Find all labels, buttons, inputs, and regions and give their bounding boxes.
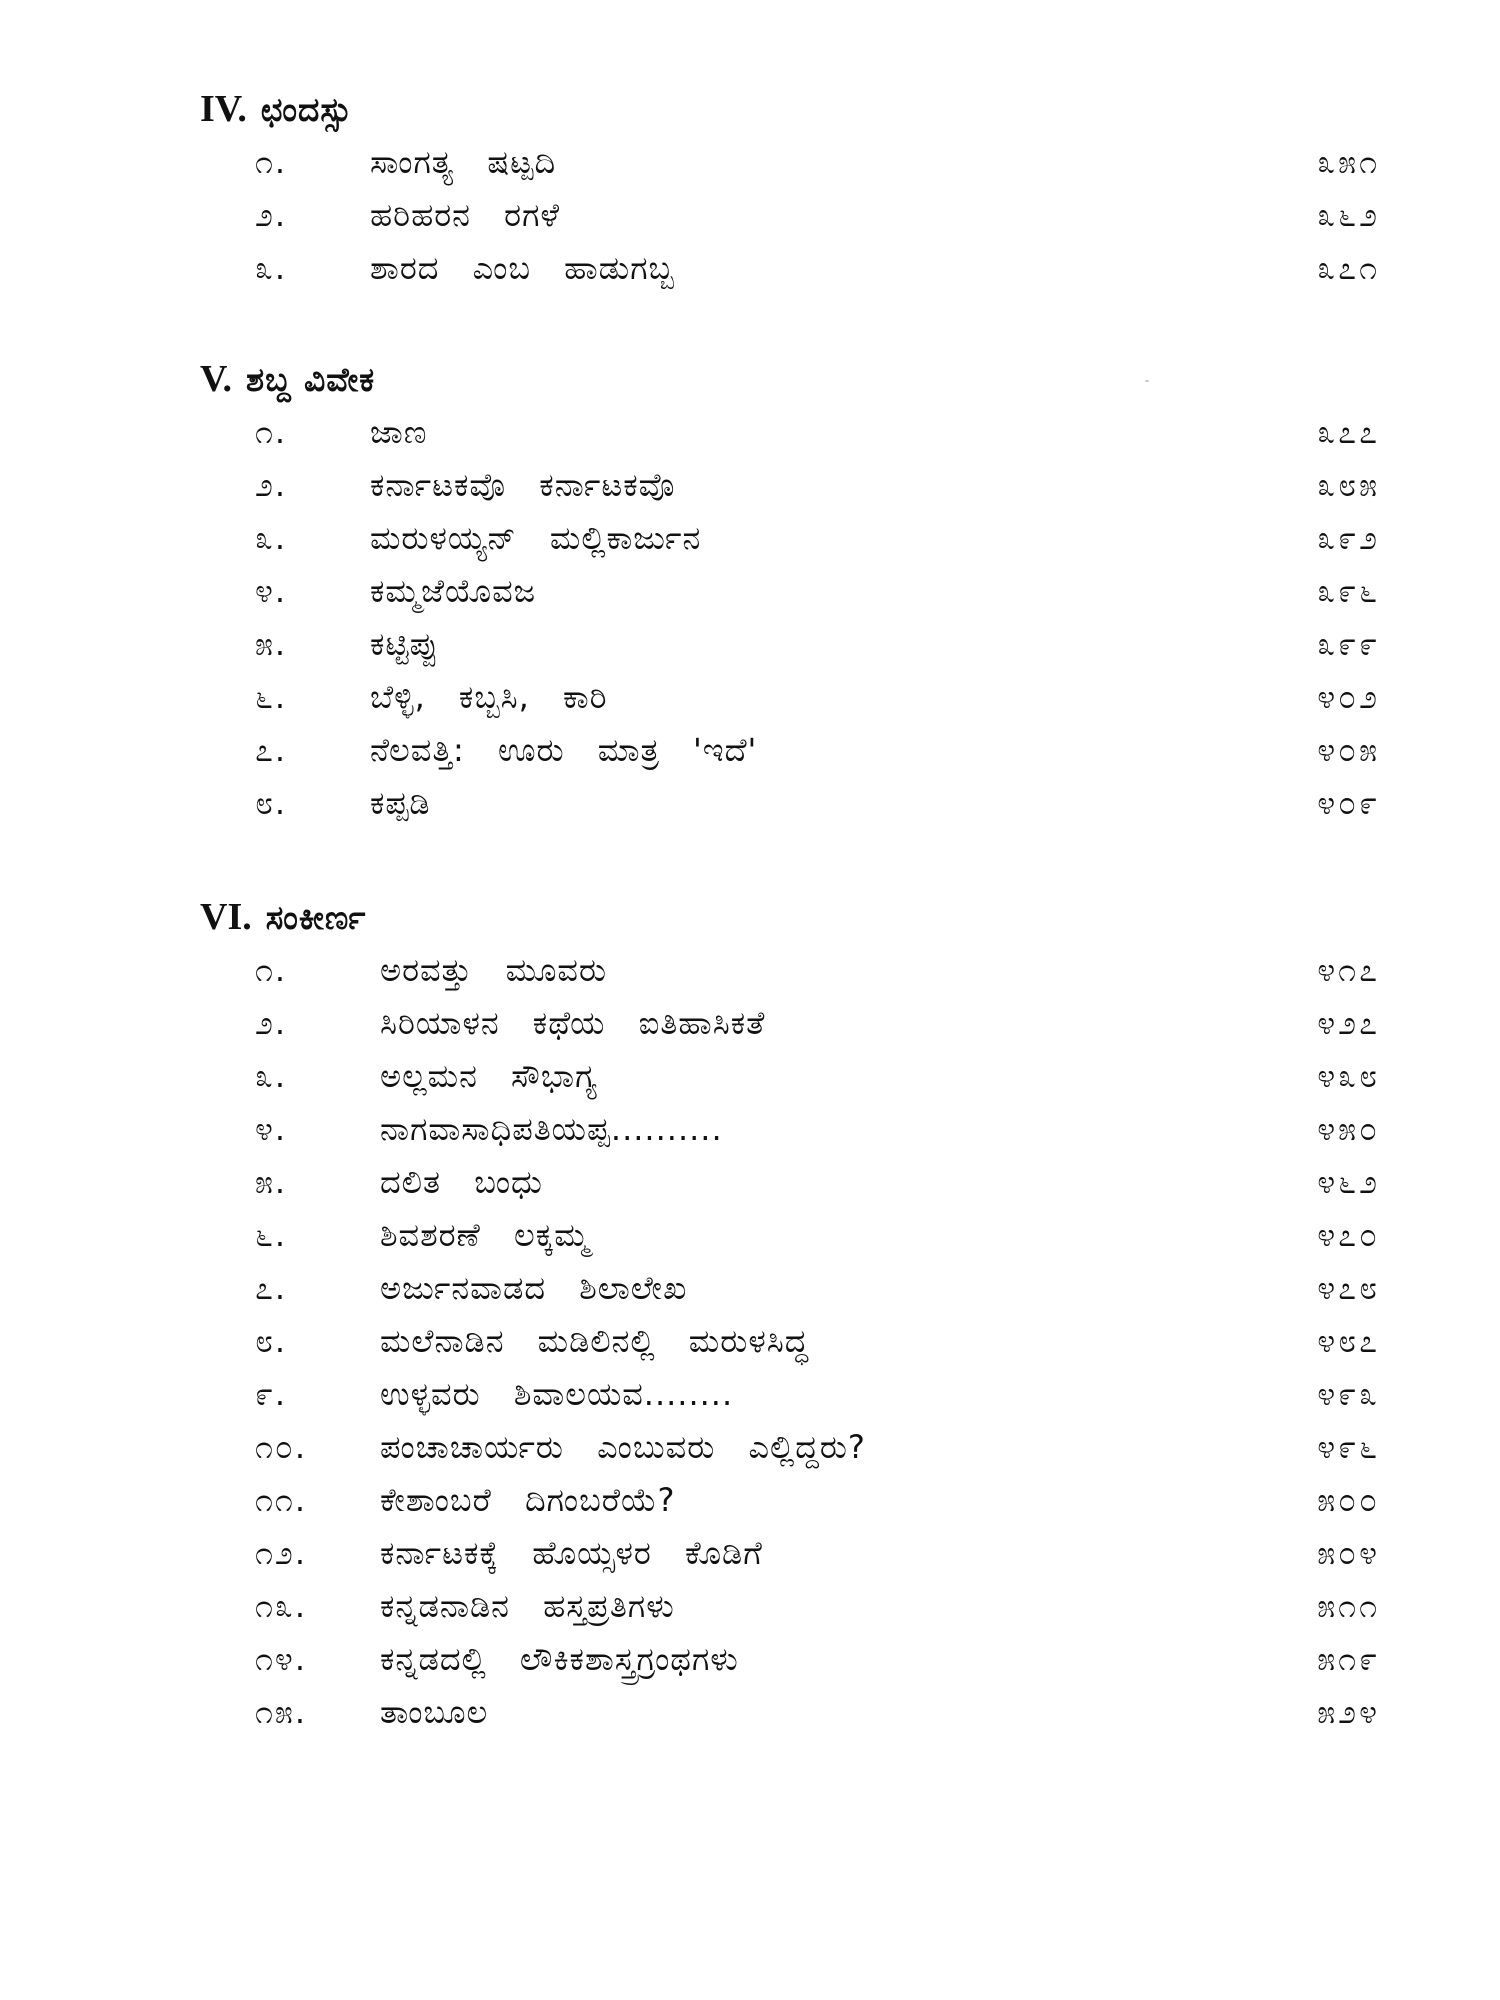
toc-entry[interactable] — [200, 1103, 1380, 1156]
entry-title: ಕಪ್ಪಡಿ — [370, 784, 431, 822]
toc-entry[interactable] — [200, 136, 1380, 189]
entry-title: ಕಟ್ಟಿಪ್ಪು — [370, 625, 440, 663]
section-sankeerna — [200, 890, 1380, 1739]
entry-number: ೬. — [255, 678, 288, 716]
entry-number: ೬. — [255, 1216, 288, 1254]
entry-title: ಮಲೆನಾಡಿನ ಮಡಿಲಿನಲ್ಲಿ ಮರುಳಸಿದ್ಧ — [380, 1322, 809, 1360]
entry-page-number: ೩೯೬ — [1317, 572, 1380, 610]
entry-number: ೧. — [255, 413, 288, 451]
entry-title: ದಲಿತ ಬಂಧು — [380, 1163, 543, 1201]
entry-page-number: ೪೦೫ — [1317, 731, 1380, 769]
toc-entry[interactable] — [200, 1050, 1380, 1103]
entry-number: ೧೦. — [255, 1428, 308, 1466]
entry-title: ಅರ್ಜುನವಾಡದ ಶಿಲಾಲೇಖ — [380, 1269, 688, 1307]
toc-entry[interactable] — [200, 242, 1380, 295]
entry-page-number: ೪೫೦ — [1317, 1110, 1380, 1148]
entry-page-number: ೩೮೫ — [1317, 466, 1380, 504]
entry-title: ನೆಲವತ್ತಿ: ಊರು ಮಾತ್ರ 'ಇದೆ' — [370, 731, 758, 769]
toc-entry[interactable] — [200, 1262, 1380, 1315]
toc-entry[interactable] — [200, 512, 1380, 565]
entry-title: ಹರಿಹರನ ರಗಳೆ — [370, 196, 561, 234]
toc-entry[interactable] — [200, 189, 1380, 242]
entry-number: ೫. — [255, 1163, 288, 1201]
entry-number: ೧೪. — [255, 1640, 308, 1678]
entry-page-number: ೫೨೪ — [1317, 1693, 1380, 1731]
toc-entry[interactable] — [200, 1633, 1380, 1686]
section-title: ಛಂದಸ್ಸು — [260, 90, 353, 129]
toc-entry[interactable] — [200, 671, 1380, 724]
section-chhandassu — [200, 82, 1380, 295]
entry-number: ೧೫. — [255, 1693, 308, 1731]
toc-entry[interactable] — [200, 1580, 1380, 1633]
entry-page-number: ೪೭೦ — [1317, 1216, 1380, 1254]
entry-number: ೧೩. — [255, 1587, 308, 1625]
entry-title: ಕಮ್ಮಜೆಯೊವಜ — [370, 572, 537, 610]
toc-entry[interactable] — [200, 1474, 1380, 1527]
entry-page-number: ೪೩೮ — [1317, 1057, 1380, 1095]
entry-title: ಕೇಶಾಂಬರೆ ದಿಗಂಬರೆಯೆ? — [380, 1481, 676, 1519]
section-title: ಶಬ್ದ ವಿವೇಕ — [246, 360, 376, 399]
entry-number: ೧೧. — [255, 1481, 308, 1519]
entry-number: ೪. — [255, 572, 288, 610]
entry-number: ೧೨. — [255, 1534, 308, 1572]
entry-page-number: ೩೭೧ — [1317, 249, 1380, 287]
section-heading — [200, 352, 1380, 406]
entry-number: ೭. — [255, 731, 288, 769]
entry-number: ೨. — [255, 466, 288, 504]
entry-number: ೭. — [255, 1269, 288, 1307]
entry-number: ೨. — [255, 1004, 288, 1042]
entry-title: ಉಳ್ಳವರು ಶಿವಾಲಯವ........ — [380, 1375, 734, 1413]
toc-entry[interactable] — [200, 944, 1380, 997]
entry-title: ಕನ್ನಡದಲ್ಲಿ ಲೌಕಿಕಶಾಸ್ತ್ರಗ್ರಂಥಗಳು — [380, 1640, 739, 1678]
entry-title: ಅಲ್ಲಮನ ಸೌಭಾಗ್ಯ — [380, 1057, 598, 1095]
entry-page-number: ೪೯೬ — [1317, 1428, 1380, 1466]
entry-page-number: ೩೫೧ — [1317, 143, 1380, 181]
entry-number: ೪. — [255, 1110, 288, 1148]
entry-number: ೧. — [255, 951, 288, 989]
entry-number: ೮. — [255, 1322, 288, 1360]
entry-title: ಜಾಣ — [370, 413, 428, 451]
entry-page-number: ೫೧೯ — [1317, 1640, 1380, 1678]
entry-list — [200, 136, 1380, 295]
entry-number: ೯. — [255, 1375, 288, 1413]
entry-page-number: ೪೭೮ — [1317, 1269, 1380, 1307]
entry-page-number: ೩೯೨ — [1317, 519, 1380, 557]
entry-page-number: ೫೦೦ — [1317, 1481, 1380, 1519]
section-heading — [200, 890, 1380, 944]
entry-number: ೧. — [255, 143, 288, 181]
entry-number: ೫. — [255, 625, 288, 663]
section-heading — [200, 82, 1380, 136]
toc-entry[interactable] — [200, 1421, 1380, 1474]
entry-number: ೨. — [255, 196, 288, 234]
entry-title: ಬೆಳ್ಳಿ, ಕಬ್ಬಸಿ, ಕಾರಿ — [370, 678, 608, 716]
entry-title: ಅರವತ್ತು ಮೂವರು — [380, 951, 608, 989]
entry-number: ೩. — [255, 249, 288, 287]
section-title: ಸಂಕೀರ್ಣ — [265, 898, 367, 937]
toc-entry[interactable] — [200, 1368, 1380, 1421]
entry-number: ೩. — [255, 519, 288, 557]
toc-entry[interactable] — [200, 1527, 1380, 1580]
toc-entry[interactable] — [200, 997, 1380, 1050]
entry-page-number: ೪೨೭ — [1317, 1004, 1380, 1042]
entry-title: ತಾಂಬೂಲ — [380, 1693, 489, 1731]
toc-entry[interactable] — [200, 1209, 1380, 1262]
toc-entry[interactable] — [200, 565, 1380, 618]
entry-page-number: ೪೬೨ — [1317, 1163, 1380, 1201]
entry-page-number: ೪೦೯ — [1317, 784, 1380, 822]
section-shabda-viveka — [200, 352, 1380, 830]
toc-entry[interactable] — [200, 406, 1380, 459]
section-roman-numeral: IV. — [200, 88, 247, 130]
entry-page-number: ೩೯೯ — [1317, 625, 1380, 663]
entry-title: ಕರ್ನಾಟಕಕ್ಕೆ ಹೊಯ್ಸಳರ ಕೊಡಿಗೆ — [380, 1534, 763, 1572]
entry-list — [200, 944, 1380, 1739]
entry-number: ೩. — [255, 1057, 288, 1095]
toc-entry[interactable] — [200, 724, 1380, 777]
entry-page-number: ೫೧೧ — [1317, 1587, 1380, 1625]
entry-title: ಕನ್ನಡನಾಡಿನ ಹಸ್ತಪ್ರತಿಗಳು — [380, 1587, 675, 1625]
entry-page-number: ೪೧೭ — [1317, 951, 1380, 989]
entry-title: ಮರುಳಯ್ಯನ್ ಮಲ್ಲಿಕಾರ್ಜುನ — [370, 519, 702, 557]
toc-entry[interactable] — [200, 618, 1380, 671]
entry-title: ಶಿವಶರಣೆ ಲಕ್ಕಮ್ಮ — [380, 1216, 590, 1254]
entry-list — [200, 406, 1380, 830]
entry-page-number: ೪೮೭ — [1317, 1322, 1380, 1360]
entry-page-number: ೪೦೨ — [1317, 678, 1380, 716]
toc-entry[interactable] — [200, 459, 1380, 512]
entry-title: ಸಾಂಗತ್ಯ ಷಟ್ಪದಿ — [370, 143, 557, 181]
entry-title: ಪಂಚಾಚಾರ್ಯರು ಎಂಬುವರು ಎಲ್ಲಿದ್ದರು? — [380, 1428, 866, 1466]
section-roman-numeral: V. — [200, 358, 233, 400]
entry-title: ಸಿರಿಯಾಳನ ಕಥೆಯ ಐತಿಹಾಸಿಕತೆ — [380, 1004, 766, 1042]
entry-page-number: ೫೦೪ — [1317, 1534, 1380, 1572]
entry-page-number: ೩೭೭ — [1317, 413, 1380, 451]
toc-entry[interactable] — [200, 777, 1380, 830]
toc-entry[interactable] — [200, 1156, 1380, 1209]
entry-page-number: ೩೬೨ — [1317, 196, 1380, 234]
entry-title: ಕರ್ನಾಟಕವೊ ಕರ್ನಾಟಕವೊ — [370, 466, 676, 504]
section-roman-numeral: VI. — [200, 896, 252, 938]
entry-title: ಶಾರದ ಎಂಬ ಹಾಡುಗಬ್ಬ — [370, 249, 675, 287]
entry-title: ನಾಗವಾಸಾಧಿಪತಿಯಪ್ಪ.......... — [380, 1110, 723, 1148]
toc-entry[interactable] — [200, 1686, 1380, 1739]
toc-entry[interactable] — [200, 1315, 1380, 1368]
entry-number: ೮. — [255, 784, 288, 822]
entry-page-number: ೪೯೩ — [1317, 1375, 1380, 1413]
